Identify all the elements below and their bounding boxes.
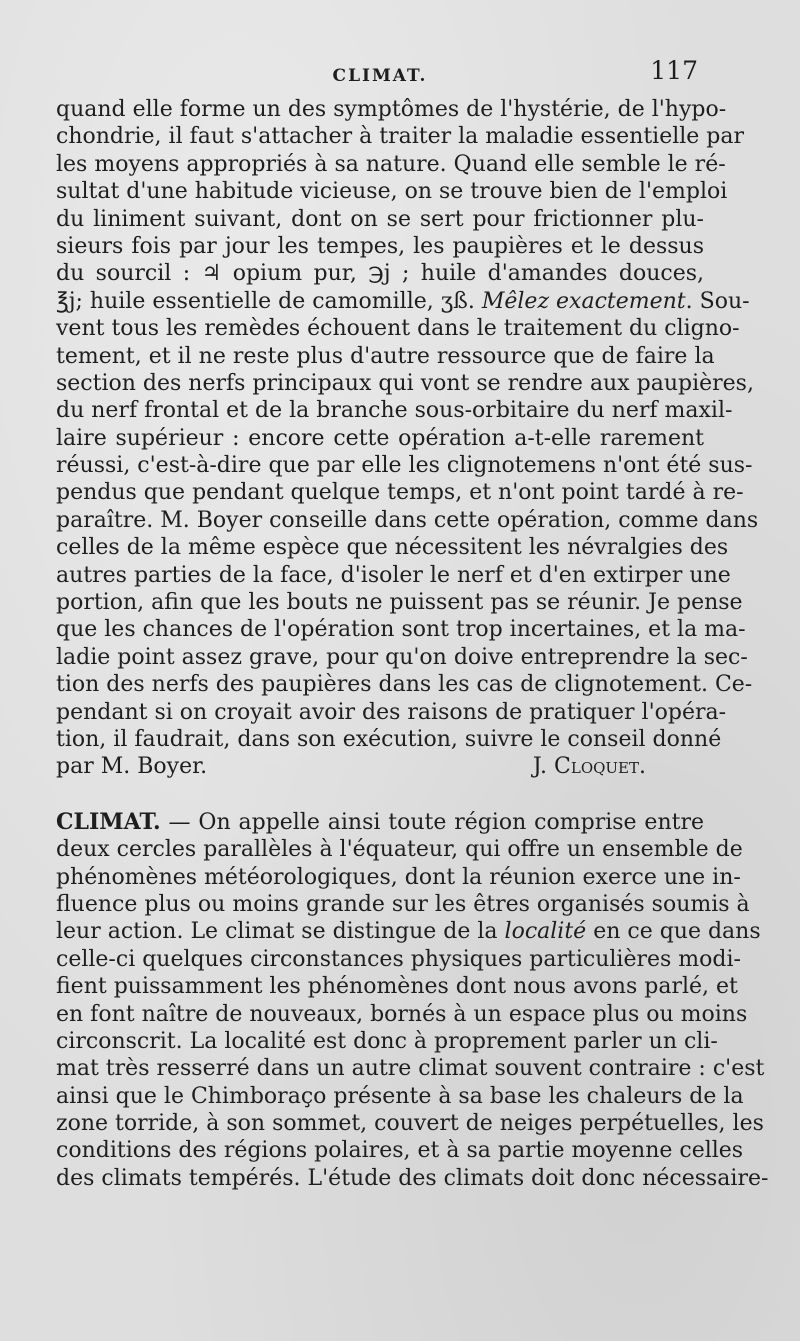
text-line: du nerf frontal et de la branche sous-orbitaire du nerf maxil- [56, 398, 733, 424]
text-line: sieurs fois par jour les tempes, les paupières et le dessus [56, 233, 704, 259]
italic-instruction: Mêlez exactement [481, 288, 686, 314]
text-line: des climats tempérés. L'étude des climats doit donc nécessaire- [56, 1165, 769, 1191]
italic-term: localité [504, 919, 587, 945]
running-header [56, 56, 704, 96]
text-line: les moyens appropriés à sa nature. Quand elle semble le ré- [56, 151, 726, 177]
text-line: autres parties de la face, d'isoler le nerf et d'en extirper une [56, 562, 731, 588]
text-line: section des nerfs principaux qui vont se rendre aux paupières, [56, 370, 754, 396]
text-line: tion, il faudrait, dans son exécution, suivre le conseil donné [56, 726, 722, 752]
paragraph-clignotement-continued [56, 96, 759, 781]
text-line: que les chances de l'opération sont trop incertaines, et la ma- [56, 617, 746, 643]
text-line: conditions des régions polaires, et à sa partie moyenne celles [56, 1138, 744, 1164]
text-line: chondrie, il faut s'attacher à traiter la maladie essentielle par [56, 124, 745, 150]
text-line: pendant si on croyait avoir des raisons de pratiquer l'opéra- [56, 699, 727, 725]
text-line: ainsi que le Chimboraço présente à sa base les chaleurs de la [56, 1083, 744, 1109]
text-line: du sourcil : ♃ opium pur, ℈j ; huile d'amandes douces, [56, 261, 704, 287]
text-line: phénomènes météorologiques, dont la réunion exerce une in- [56, 864, 741, 890]
text-line: tion des nerfs des paupières dans les cas de clignotement. Ce- [56, 672, 753, 698]
text-line: fient puissamment les phénomènes dont nous avons parlé, et [56, 974, 738, 1000]
text-line: zone torride, à son sommet, couvert de neiges perpétuelles, les [56, 1111, 764, 1137]
signature-line [56, 753, 704, 780]
text-line: paraître. M. Boyer conseille dans cette opération, comme dans [56, 507, 759, 533]
text-line: circonscrit. La localité est donc à proprement parler un cli- [56, 1028, 718, 1054]
author-signature: J. Cloquet. [532, 754, 646, 780]
text-line: du liniment suivant, dont on se sert pour frictionner plu- [56, 206, 704, 232]
text-line: pendus que pendant quelque temps, et n'ont point tardé à re- [56, 480, 744, 506]
text-line: tement, et il ne reste plus d'autre ressource que de faire la [56, 343, 715, 369]
text-line: ladie point assez grave, pour qu'on doive entreprendre la sec- [56, 644, 748, 670]
text-line: portion, afin que les bouts ne puissent pas se réunir. Je pense [56, 590, 743, 616]
text-line: leur action. Le climat se distingue de la localité en ce que dans [56, 919, 761, 945]
text-line: celle-ci quelques circonstances physiques particulières modi- [56, 946, 741, 972]
text-line: CLIMAT. — On appelle ainsi toute région comprise entre [56, 808, 704, 835]
text-line: laire supérieur : encore cette opération a-t-elle rarement [56, 425, 704, 451]
text-line: réussi, c'est-à-dire que par elle les clignotemens n'ont été sus- [56, 453, 753, 479]
text-line: quand elle forme un des symptômes de l'hystérie, de l'hypo- [56, 97, 727, 122]
closing-text: par M. Boyer. [56, 754, 208, 780]
book-page [56, 56, 769, 1192]
text-line: fluence plus ou moins grande sur les êtres organisés soumis à [56, 891, 750, 917]
text-line: en font naître de nouveaux, bornés à un espace plus ou moins [56, 1001, 748, 1027]
text-line: ℥j; huile essentielle de camomille, ʒß. Mêlez exactement. Sou- [56, 288, 750, 314]
running-title: CLIMAT. [332, 66, 428, 86]
page-number: 117 [650, 56, 698, 85]
text-line: vent tous les remèdes échouent dans le traitement du cligno- [56, 316, 740, 342]
text-line: sultat d'une habitude vicieuse, on se trouve bien de l'emploi [56, 179, 728, 205]
entry-headword: CLIMAT. [56, 808, 161, 835]
text-line: deux cercles parallèles à l'équateur, qui offre un ensemble de [56, 837, 743, 863]
text-line: mat très resserré dans un autre climat souvent contraire : c'est [56, 1056, 765, 1082]
paragraph-climat-entry [56, 808, 769, 1192]
section-gap [56, 781, 704, 809]
text-line: celles de la même espèce que nécessitent les névralgies des [56, 535, 729, 561]
